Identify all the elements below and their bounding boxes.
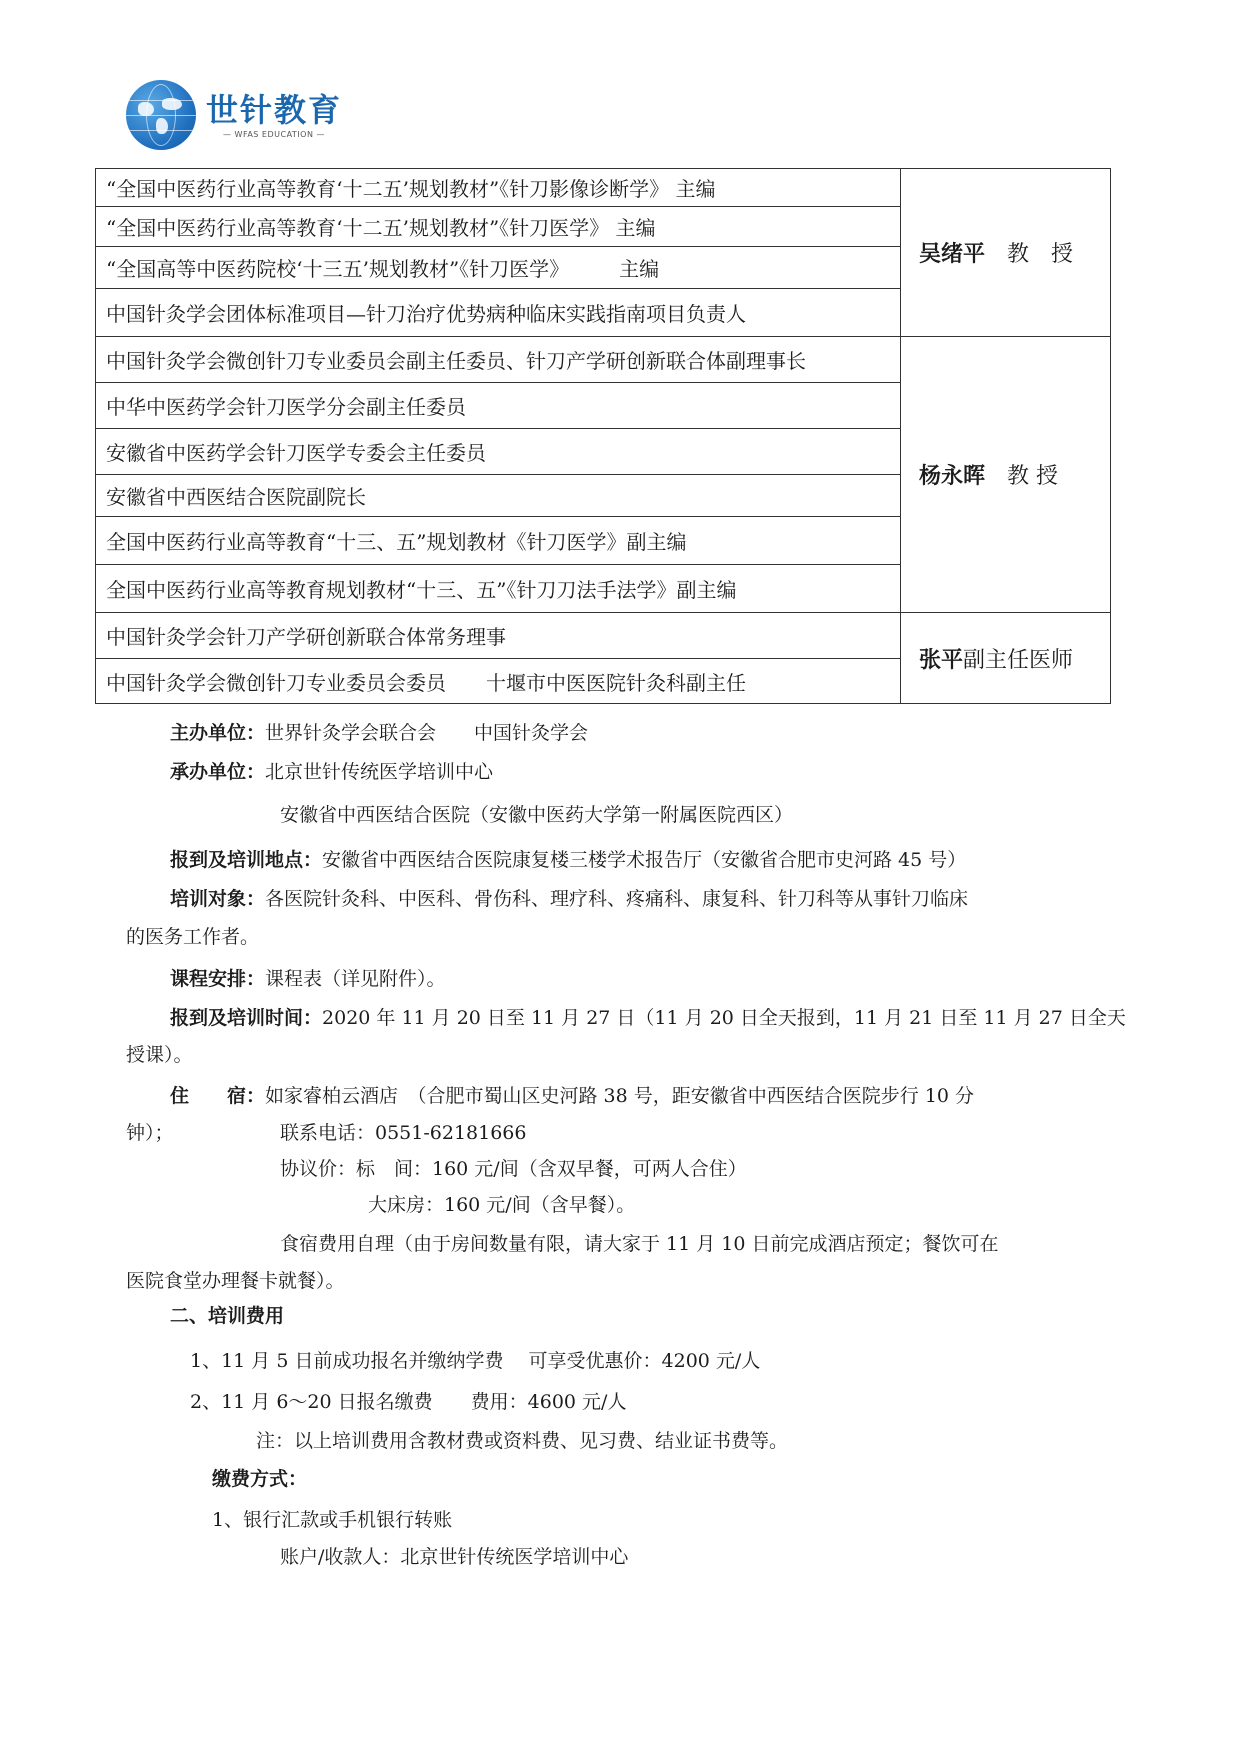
fees-heading: 二、培训费用: [170, 1305, 285, 1327]
hotel-note-1: 食宿费用自理（由于房间数量有限，请大家于 11 月 10 日前完成酒店预定；餐饮可在: [280, 1233, 999, 1255]
credential-cell: 中国针灸学会微创针刀专业委员会副主任委员、针刀产学研创新联合体副理事长: [96, 337, 901, 383]
fee-note: 注：以上培训费用含教材费或资料费、见习费、结业证书费等。: [256, 1430, 789, 1452]
instructor-name-cell: [901, 169, 1111, 337]
instructor-name-cell: [901, 613, 1111, 704]
logo-title: 世针教育: [206, 90, 343, 129]
hotel-phone: 联系电话：0551-62181666: [280, 1122, 527, 1144]
credential-cell: 中华中医药学会针刀医学分会副主任委员: [96, 383, 901, 429]
payment-account: 账户/收款人：北京世针传统医学培训中心: [280, 1546, 629, 1568]
hotel-line: 住 宿：如家睿柏云酒店 （合肥市蜀山区史河路 38 号，距安徽省中西医结合医院步行 10 分: [170, 1085, 975, 1107]
globe-icon: [126, 80, 196, 150]
logo-subtitle: — WFAS EDUCATION —: [223, 129, 325, 139]
fee-item-1: 1、11 月 5 日前成功报名并缴纳学费 可享受优惠价：4200 元/人: [190, 1350, 761, 1372]
fee-item-2: 2、11 月 6～20 日报名缴费 费用：4600 元/人: [190, 1391, 627, 1413]
instructor-title: 教 授: [1007, 242, 1074, 267]
time-line: 报到及培训时间：2020 年 11 月 20 日至 11 月 27 日（11 月 20 日全天报到，11 月 21 日至 11 月 27 日全天: [170, 1007, 1126, 1029]
course-line: 课程安排：课程表（详见附件）。: [170, 968, 446, 990]
table-row: [96, 337, 1111, 383]
host-line: 主办单位：世界针灸学会联合会 中国针灸学会: [170, 722, 589, 744]
instructor-name: 张平: [919, 646, 964, 673]
credential-cell: “全国中医药行业高等教育‘十二五’规划教材”《针刀医学》 主编: [96, 207, 901, 247]
instructor-name: 吴绪平: [919, 241, 986, 267]
credential-cell: “全国高等中医药院校‘十三五’规划教材”《针刀医学》 主编: [96, 247, 901, 289]
instructor-name: 杨永晖: [919, 463, 986, 489]
hotel-note-2: 医院食堂办理餐卡就餐）。: [126, 1270, 345, 1292]
instructor-table: [95, 168, 1111, 704]
organizer-line-2: 安徽省中西医结合医院（安徽中医药大学第一附属医院西区）: [280, 804, 794, 826]
table-row: [96, 169, 1111, 207]
table-row: [96, 613, 1111, 659]
credential-cell: “全国中医药行业高等教育‘十二五’规划教材”《针刀影像诊断学》 主编: [96, 169, 901, 207]
time-line-2: 授课）。: [126, 1044, 193, 1066]
credential-cell: 全国中医药行业高等教育规划教材“十三、五”《针刀刀法手法学》副主编: [96, 565, 901, 613]
hotel-line-2: 钟）；: [126, 1122, 174, 1144]
venue-line: 报到及培训地点：安徽省中西医结合医院康复楼三楼学术报告厅（安徽省合肥市史河路 45 号）: [170, 849, 967, 871]
organizer-line: 承办单位：北京世针传统医学培训中心: [170, 761, 494, 783]
instructor-name-cell: [901, 337, 1111, 613]
payment-item-1: 1、银行汇款或手机银行转账: [212, 1509, 453, 1531]
credential-cell: 中国针灸学会微创针刀专业委员会委员 十堰市中医医院针灸科副主任: [96, 659, 901, 704]
credential-cell: 安徽省中医药学会针刀医学专委会主任委员: [96, 429, 901, 475]
hotel-price-1: 协议价：标 间：160 元/间（含双早餐，可两人合住）: [280, 1158, 747, 1180]
credential-cell: 中国针灸学会团体标准项目—针刀治疗优势病种临床实践指南项目负责人: [96, 289, 901, 337]
hotel-price-2: 大床房：160 元/间（含早餐）。: [368, 1194, 636, 1216]
instructor-title: 教 授: [1007, 464, 1059, 489]
credential-cell: 全国中医药行业高等教育“十三、五”规划教材《针刀医学》副主编: [96, 517, 901, 565]
target-line: 培训对象：各医院针灸科、中医科、骨伤科、理疗科、疼痛科、康复科、针刀科等从事针刀临床: [170, 888, 969, 910]
credential-cell: 中国针灸学会针刀产学研创新联合体常务理事: [96, 613, 901, 659]
instructor-title: 副主任医师: [963, 647, 1074, 673]
logo: [126, 80, 342, 150]
credential-cell: 安徽省中西医结合医院副院长: [96, 475, 901, 517]
payment-heading: 缴费方式：: [212, 1468, 308, 1490]
target-line-2: 的医务工作者。: [126, 926, 260, 948]
